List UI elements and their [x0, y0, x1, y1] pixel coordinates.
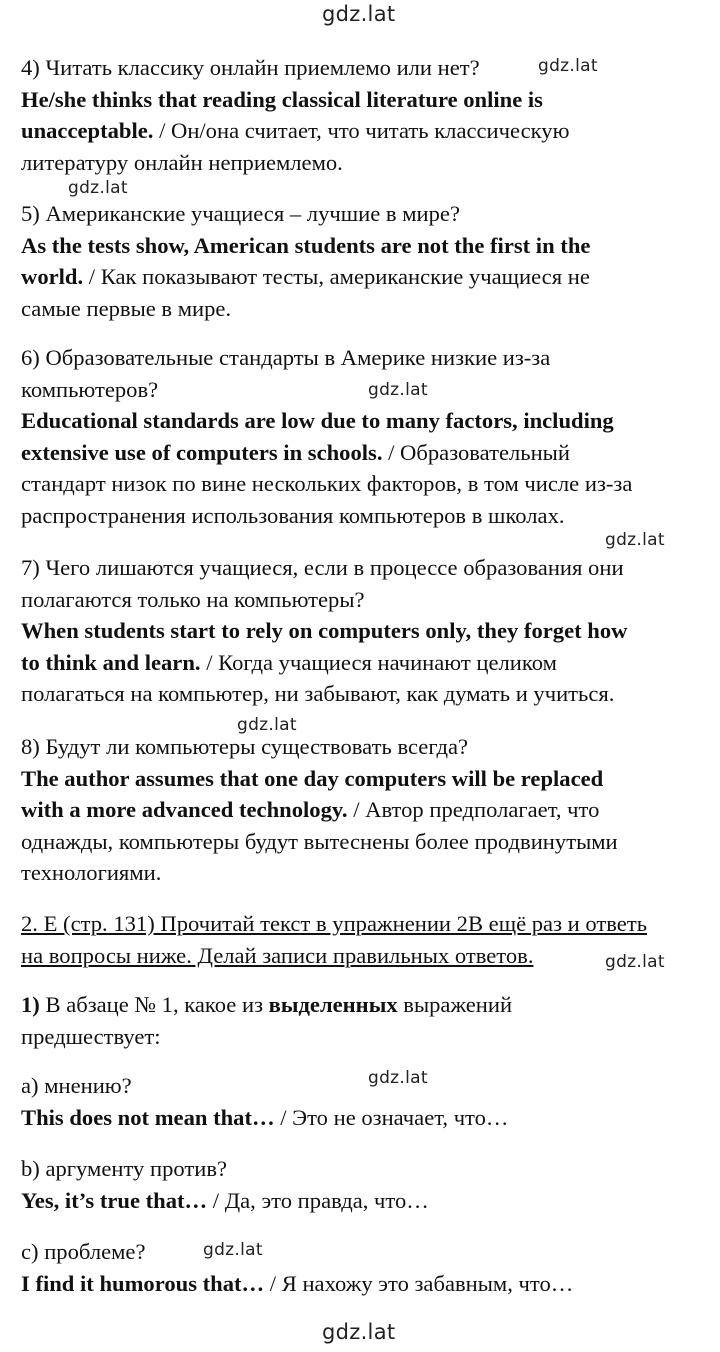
question-8-block — [21, 731, 711, 889]
answer-6-ru-cont: стандарт низок по вине нескольких факторов, в том числе из-за — [21, 471, 633, 496]
item-c-answer-en: I find it humorous that… — [21, 1270, 265, 1296]
question-5: 5) Американские учащиеся – лучшие в мире? — [21, 201, 460, 226]
answer-8-en: The author assumes that one day computers will be replaced — [21, 765, 604, 791]
watermark-bottom: gdz.lat — [322, 1320, 396, 1344]
point-1-text-end: выражений — [397, 992, 513, 1017]
answer-6-en: Educational standards are low due to many factors, including — [21, 408, 614, 433]
task-heading-line-2: на вопросы ниже. Делай записи правильных ответов. — [21, 942, 534, 968]
answer-4-en: He/she thinks that reading classical literature online is — [21, 86, 543, 112]
answer-5-en-cont: world. — [21, 264, 84, 289]
question-4-block — [21, 52, 711, 178]
answer-6-en-cont: extensive use of computers in schools. — [21, 439, 383, 465]
question-5-block — [21, 198, 711, 324]
watermark: gdz.lat — [368, 380, 428, 400]
question-7: 7) Чего лишаются учащиеся, если в процессе образования они — [21, 555, 624, 580]
question-4: 4) Читать классику онлайн приемлемо или нет? — [21, 55, 480, 80]
answer-7-en: When students start to rely on computers only, they forget how — [21, 618, 628, 643]
answer-7-ru-cont: полагаться на компьютер, ни забывают, как думать и учиться. — [21, 681, 615, 706]
item-a-block — [21, 1070, 711, 1133]
question-6: 6) Образовательные стандарты в Америке низкие из-за — [21, 345, 551, 370]
answer-4-ru-cont: литературу онлайн неприемлемо. — [21, 149, 343, 175]
point-1-text-cont: предшествует: — [21, 1023, 161, 1049]
item-a-answer-ru: / Это не означает, что… — [274, 1104, 509, 1130]
point-1-block — [21, 989, 711, 1052]
answer-5-ru: / Как показывают тесты, американские учащиеся не — [83, 264, 590, 289]
item-a-answer-en: This does not mean that… — [21, 1104, 275, 1130]
answer-4-ru: / Он/она считает, что читать классическую — [153, 118, 570, 143]
question-6-block — [21, 342, 711, 531]
watermark: gdz.lat — [68, 178, 128, 198]
answer-5-ru-cont: самые первые в мире. — [21, 295, 232, 321]
answer-8-ru: / Автор предполагает, что — [347, 797, 600, 822]
item-b-answer-ru: / Да, это правда, что… — [207, 1187, 429, 1213]
answer-5-en: As the tests show, American students are not the first in the — [21, 232, 591, 258]
item-b-question: b) аргументу против? — [21, 1156, 228, 1181]
item-b-block — [21, 1153, 711, 1216]
item-b-answer-en: Yes, it’s true that… — [21, 1187, 208, 1213]
watermark: gdz.lat — [605, 530, 665, 550]
answer-6-ru: / Образовательный — [382, 439, 570, 465]
watermark: gdz.lat — [237, 715, 297, 735]
point-1-text: В абзаце № 1, какое из — [39, 992, 269, 1017]
item-c-answer-ru: / Я нахожу это забавным, что… — [264, 1270, 574, 1296]
answer-7-en-cont: to think and learn. — [21, 649, 201, 675]
item-c-block — [21, 1236, 711, 1299]
point-1-text-bold: выделенных — [268, 992, 398, 1017]
task-heading-line-1: 2. E (стр. 131) Прочитай текст в упражнении 2B ещё раз и ответь — [21, 911, 648, 936]
task-heading — [21, 908, 711, 971]
answer-8-ru-cont: однажды, компьютеры будут вытеснены более продвинутыми — [21, 828, 618, 854]
watermark: gdz.lat — [538, 56, 598, 76]
question-6-cont: компьютеров? — [21, 376, 159, 402]
point-1-number: 1) — [21, 992, 40, 1017]
question-8: 8) Будут ли компьютеры существовать всегда? — [21, 734, 469, 759]
watermark: gdz.lat — [368, 1068, 428, 1088]
answer-6-ru-end: распространения использования компьютеров в школах. — [21, 502, 565, 528]
answer-7-ru: / Когда учащиеся начинают целиком — [200, 649, 557, 675]
watermark: gdz.lat — [605, 952, 665, 972]
watermark: gdz.lat — [203, 1240, 263, 1260]
answer-8-en-cont: with a more advanced technology. — [21, 797, 348, 822]
item-a-question: a) мнению? — [21, 1073, 132, 1098]
question-7-cont: полагаются только на компьютеры? — [21, 586, 365, 612]
answer-4-en-cont: unacceptable. — [21, 118, 154, 143]
item-c-question: c) проблеме? — [21, 1239, 146, 1264]
question-7-block — [21, 552, 711, 710]
answer-8-ru-end: технологиями. — [21, 860, 162, 885]
watermark-top: gdz.lat — [322, 2, 396, 26]
